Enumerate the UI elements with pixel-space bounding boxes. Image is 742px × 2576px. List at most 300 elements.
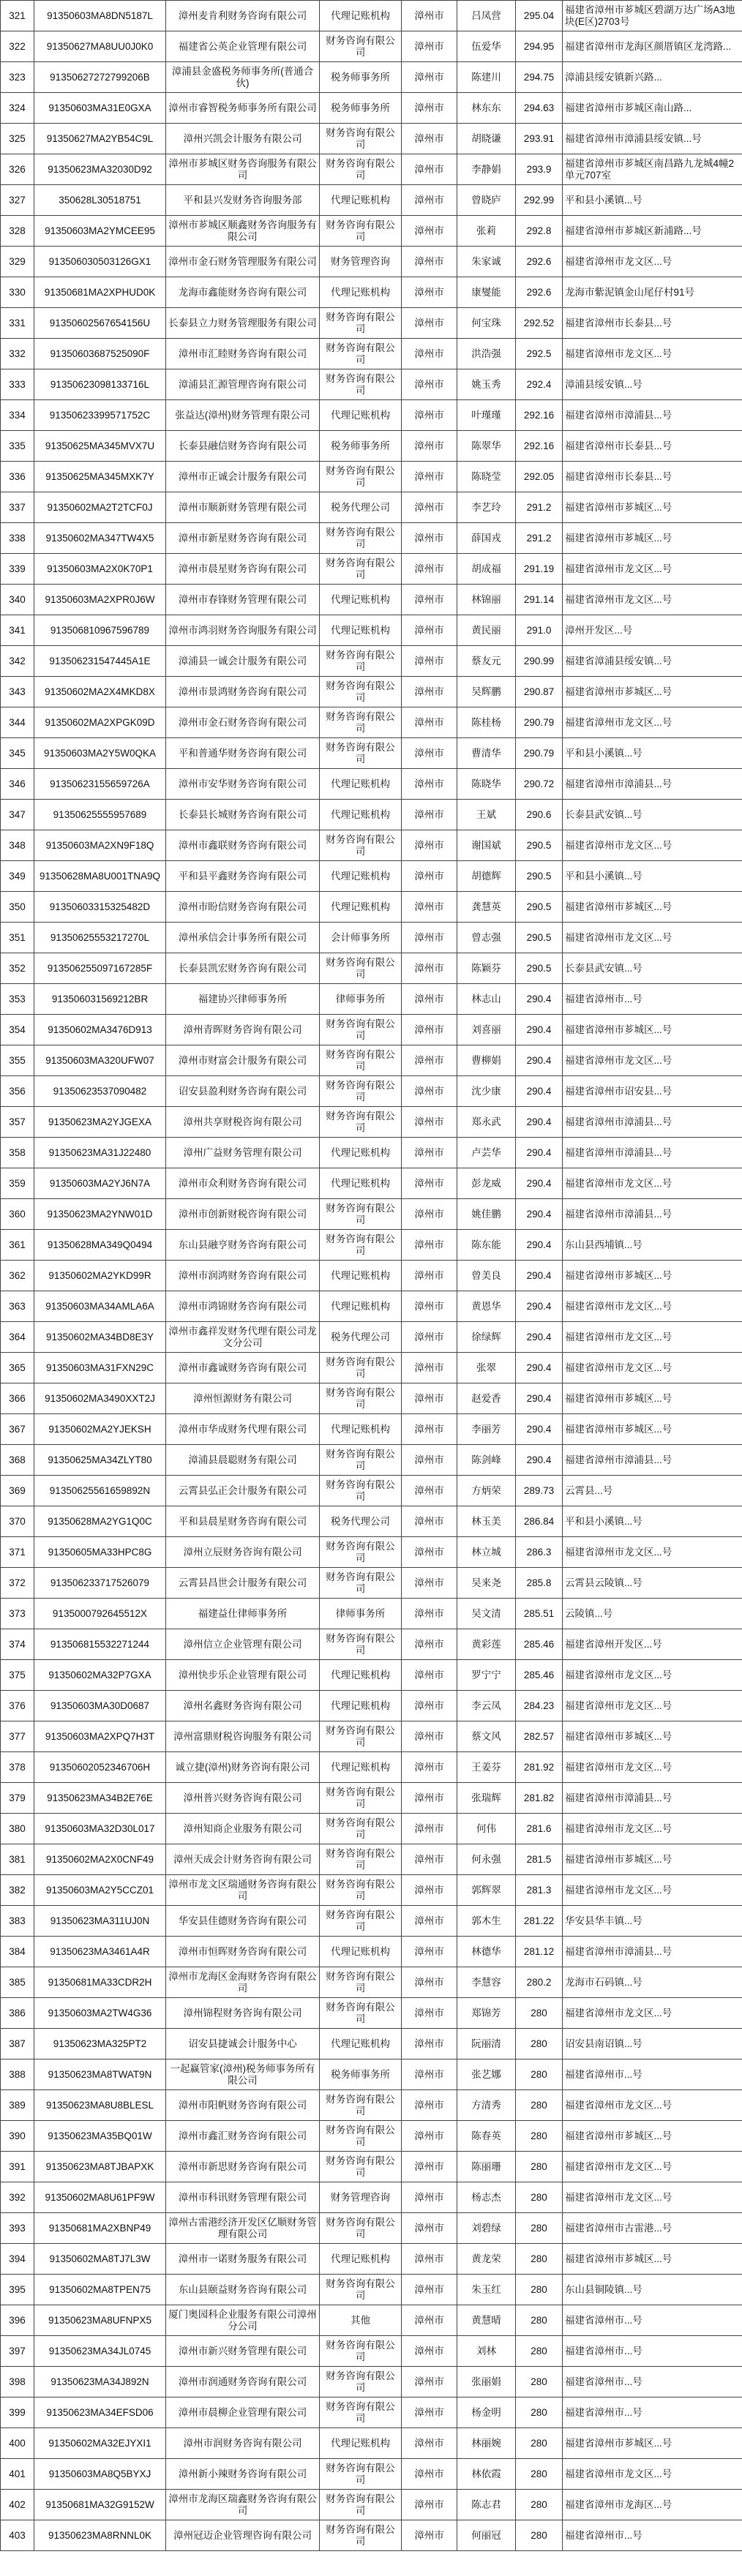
ranking-table-body	[1, 1, 742, 2551]
table-row	[1, 1168, 742, 1199]
org-type: 财务咨询有限公司	[320, 1537, 402, 1568]
table-row	[1, 2244, 742, 2275]
org-type: 财务咨询有限公司	[320, 1230, 402, 1261]
address: 福建省漳州市龙文区...号	[563, 1168, 742, 1199]
credit-code: 91350623MA8RNNL0K	[34, 2520, 166, 2551]
org-type: 财务咨询有限公司	[320, 1045, 402, 1076]
city: 漳州市	[402, 308, 457, 339]
table-row	[1, 554, 742, 585]
contact-name: 赵爱香	[457, 1383, 516, 1414]
row-index: 381	[1, 1844, 34, 1875]
city: 漳州市	[402, 1814, 457, 1844]
city: 漳州市	[402, 830, 457, 861]
row-index: 401	[1, 2459, 34, 2490]
row-index: 333	[1, 369, 34, 400]
company-name: 漳州市芗城区顺鑫财务咨询服务有限公司	[166, 216, 320, 247]
credit-code: 91350623MA35BQ01W	[34, 2121, 166, 2152]
row-index: 383	[1, 1906, 34, 1937]
score: 290.5	[516, 953, 563, 984]
score: 280	[516, 2336, 563, 2367]
city: 漳州市	[402, 707, 457, 738]
score: 291.19	[516, 554, 563, 585]
contact-name: 李慧容	[457, 1967, 516, 1998]
table-row	[1, 154, 742, 185]
credit-code: 91350602MA8TJ7L3W	[34, 2244, 166, 2275]
address: 福建省漳州市漳浦县绥安镇...号	[563, 124, 742, 154]
org-type: 财务咨询有限公司	[320, 369, 402, 400]
city: 漳州市	[402, 677, 457, 707]
city: 漳州市	[402, 1322, 457, 1353]
row-index: 352	[1, 953, 34, 984]
score: 284.23	[516, 1691, 563, 1721]
row-index: 360	[1, 1199, 34, 1230]
address: 福建省漳州市芗城区...号	[563, 1844, 742, 1875]
score: 292.05	[516, 462, 563, 492]
score: 292.4	[516, 369, 563, 400]
contact-name: 郭辉翠	[457, 1875, 516, 1906]
table-row	[1, 1844, 742, 1875]
credit-code: 91350625553217270L	[34, 923, 166, 953]
credit-code: 91350625MA345MVX7U	[34, 431, 166, 462]
table-row	[1, 1814, 742, 1844]
table-row	[1, 1230, 742, 1261]
city: 漳州市	[402, 892, 457, 923]
contact-name: 陈丽珊	[457, 2152, 516, 2182]
table-row	[1, 1383, 742, 1414]
org-type: 代理记账机构	[320, 1937, 402, 1967]
org-type: 财务咨询有限公司	[320, 2275, 402, 2305]
table-row	[1, 1138, 742, 1168]
city: 漳州市	[402, 1783, 457, 1814]
contact-name: 陈晓华	[457, 769, 516, 800]
org-type: 代理记账机构	[320, 277, 402, 308]
row-index: 361	[1, 1230, 34, 1261]
score: 280	[516, 2275, 563, 2305]
org-type: 税务代理公司	[320, 492, 402, 523]
city: 漳州市	[402, 400, 457, 431]
city: 漳州市	[402, 646, 457, 677]
score: 290.5	[516, 830, 563, 861]
table-row	[1, 1291, 742, 1322]
score: 280	[516, 2182, 563, 2213]
org-type: 财务咨询有限公司	[320, 1998, 402, 2029]
company-name: 漳浦县汇源管理咨询有限公司	[166, 369, 320, 400]
address: 福建省漳州市龙文区...号	[563, 1752, 742, 1783]
credit-code: 91350681MA2XPHUD0K	[34, 277, 166, 308]
credit-code: 91350603MA2YJ6N7A	[34, 1168, 166, 1199]
company-name: 漳州市润鸿财务咨询有限公司	[166, 1261, 320, 1291]
table-row	[1, 2275, 742, 2305]
org-type: 财务咨询有限公司	[320, 554, 402, 585]
table-row	[1, 1998, 742, 2029]
score: 280	[516, 2121, 563, 2152]
org-type: 代理记账机构	[320, 615, 402, 646]
table-row	[1, 861, 742, 892]
row-index: 389	[1, 2090, 34, 2121]
table-row	[1, 953, 742, 984]
org-type: 财务咨询有限公司	[320, 1967, 402, 1998]
table-row	[1, 1076, 742, 1107]
row-index: 353	[1, 984, 34, 1015]
address: 福建省漳州市龙文区...号	[563, 1691, 742, 1721]
credit-code: 91350623098133716L	[34, 369, 166, 400]
company-name: 漳州麦肯利财务咨询有限公司	[166, 1, 320, 31]
row-index: 336	[1, 462, 34, 492]
contact-name: 郭木生	[457, 1906, 516, 1937]
row-index: 345	[1, 738, 34, 769]
table-row	[1, 1107, 742, 1138]
score: 280	[516, 2244, 563, 2275]
score: 280	[516, 2520, 563, 2551]
org-type: 财务咨询有限公司	[320, 2397, 402, 2428]
city: 漳州市	[402, 216, 457, 247]
score: 290.4	[516, 1168, 563, 1199]
company-name: 云霄县昌世会计服务有限公司	[166, 1568, 320, 1599]
row-index: 363	[1, 1291, 34, 1322]
city: 漳州市	[402, 953, 457, 984]
org-type: 代理记账机构	[320, 1, 402, 31]
address: 漳州开发区...号	[563, 615, 742, 646]
company-name: 华安县佳德财务咨询有限公司	[166, 1906, 320, 1937]
credit-code: 91350623399571752C	[34, 400, 166, 431]
address: 东山县铜陵镇...号	[563, 2275, 742, 2305]
contact-name: 何宝珠	[457, 308, 516, 339]
address: 福建省漳州市龙文区...号	[563, 585, 742, 615]
score: 281.82	[516, 1783, 563, 1814]
city: 漳州市	[402, 1967, 457, 1998]
address: 福建省漳州市龙文区...号	[563, 2459, 742, 2490]
org-type: 代理记账机构	[320, 892, 402, 923]
city: 漳州市	[402, 93, 457, 124]
org-type: 财务咨询有限公司	[320, 2152, 402, 2182]
contact-name: 吴文清	[457, 1599, 516, 1629]
score: 289.73	[516, 1476, 563, 1506]
company-name: 漳州立辰财务咨询有限公司	[166, 1537, 320, 1568]
company-name: 漳州市安华财务咨询有限公司	[166, 769, 320, 800]
contact-name: 黄民丽	[457, 615, 516, 646]
credit-code: 91350602MA2XPGK09D	[34, 707, 166, 738]
address: 福建省漳州市...号	[563, 2367, 742, 2397]
address: 福建省漳浦县绥安镇...号	[563, 646, 742, 677]
score: 290.4	[516, 1383, 563, 1414]
city: 漳州市	[402, 185, 457, 216]
score: 280	[516, 2059, 563, 2090]
contact-name: 郑永武	[457, 1107, 516, 1138]
credit-code: 91350623MA3461A4R	[34, 1937, 166, 1967]
contact-name: 李艺玲	[457, 492, 516, 523]
company-name: 漳州知商企业服务有限公司	[166, 1814, 320, 1844]
table-row	[1, 1599, 742, 1629]
company-name: 云霄县弘正会计服务有限公司	[166, 1476, 320, 1506]
address: 云陵镇...号	[563, 1599, 742, 1629]
city: 漳州市	[402, 124, 457, 154]
table-row	[1, 1568, 742, 1599]
org-type: 律师事务所	[320, 984, 402, 1015]
address: 平和县小溪镇...号	[563, 861, 742, 892]
city: 漳州市	[402, 2090, 457, 2121]
address: 福建省漳州市龙海区颜厝镇区龙湾路...	[563, 31, 742, 62]
company-name: 东山县融亨财务咨询有限公司	[166, 1230, 320, 1261]
contact-name: 何永强	[457, 1844, 516, 1875]
contact-name: 陈春英	[457, 2121, 516, 2152]
address: 福建省漳州市龙文区...号	[563, 1291, 742, 1322]
company-name: 长泰县长城财务咨询有限公司	[166, 800, 320, 830]
company-name: 漳州共享财税咨询有限公司	[166, 1107, 320, 1138]
city: 漳州市	[402, 1138, 457, 1168]
city: 漳州市	[402, 2459, 457, 2490]
org-type: 代理记账机构	[320, 1138, 402, 1168]
city: 漳州市	[402, 431, 457, 462]
company-name: 漳州市龙海区金海财务咨询有限公司	[166, 1967, 320, 1998]
org-type: 代理记账机构	[320, 400, 402, 431]
city: 漳州市	[402, 154, 457, 185]
score: 292.52	[516, 308, 563, 339]
address: 福建省漳州市长泰县...号	[563, 431, 742, 462]
company-name: 诏安县盈利财务咨询有限公司	[166, 1076, 320, 1107]
company-name: 一起赢管家(漳州)税务师事务所有限公司	[166, 2059, 320, 2090]
table-row	[1, 2367, 742, 2397]
address: 福建省漳州市古雷港...号	[563, 2213, 742, 2244]
row-index: 403	[1, 2520, 34, 2551]
score: 294.75	[516, 62, 563, 93]
org-type: 财务咨询有限公司	[320, 738, 402, 769]
table-row	[1, 2213, 742, 2244]
contact-name: 伍爱华	[457, 31, 516, 62]
company-name: 漳州市阳帆财务咨询有限公司	[166, 2090, 320, 2121]
contact-name: 李静娟	[457, 154, 516, 185]
address: 福建省漳州市芗城区...号	[563, 1261, 742, 1291]
credit-code: 913506030503126GX1	[34, 247, 166, 277]
org-type: 财务咨询有限公司	[320, 462, 402, 492]
contact-name: 朱玉红	[457, 2275, 516, 2305]
table-row	[1, 677, 742, 707]
contact-name: 张翠	[457, 1353, 516, 1383]
org-type: 财务管理咨询	[320, 247, 402, 277]
row-index: 350	[1, 892, 34, 923]
org-type: 财务咨询有限公司	[320, 154, 402, 185]
org-type: 财务咨询有限公司	[320, 2336, 402, 2367]
score: 290.4	[516, 1107, 563, 1138]
contact-name: 郑锦芳	[457, 1998, 516, 2029]
company-name: 漳州市睿智税务师事务所有限公司	[166, 93, 320, 124]
city: 漳州市	[402, 2121, 457, 2152]
credit-code: 91350623MA325PT2	[34, 2029, 166, 2059]
contact-name: 王斌	[457, 800, 516, 830]
company-name: 长泰县凯宏财务咨询有限公司	[166, 953, 320, 984]
city: 漳州市	[402, 1261, 457, 1291]
row-index: 376	[1, 1691, 34, 1721]
credit-code: 91350628MA2YG1Q0C	[34, 1506, 166, 1537]
score: 290.5	[516, 923, 563, 953]
score: 292.99	[516, 185, 563, 216]
table-row	[1, 31, 742, 62]
city: 漳州市	[402, 2520, 457, 2551]
contact-name: 彭龙威	[457, 1168, 516, 1199]
table-row	[1, 707, 742, 738]
city: 漳州市	[402, 1107, 457, 1138]
table-row	[1, 1199, 742, 1230]
row-index: 396	[1, 2305, 34, 2336]
org-type: 代理记账机构	[320, 1261, 402, 1291]
org-type: 代理记账机构	[320, 1414, 402, 1445]
row-index: 340	[1, 585, 34, 615]
company-name: 漳州市芗城区财务咨询服务有限公司	[166, 154, 320, 185]
address: 福建省漳州市龙文区...号	[563, 2152, 742, 2182]
score: 280	[516, 1998, 563, 2029]
contact-name: 龚慧英	[457, 892, 516, 923]
org-type: 代理记账机构	[320, 1660, 402, 1691]
address: 福建省漳州市龙文区...号	[563, 1814, 742, 1844]
credit-code: 350628L30518751	[34, 185, 166, 216]
table-row	[1, 1937, 742, 1967]
score: 291.14	[516, 585, 563, 615]
company-name: 平和县平鑫财务咨询有限公司	[166, 861, 320, 892]
credit-code: 91350623MA8UFNPX5	[34, 2305, 166, 2336]
org-type: 财务咨询有限公司	[320, 31, 402, 62]
city: 漳州市	[402, 492, 457, 523]
address: 漳浦县绥安镇新兴路...	[563, 62, 742, 93]
table-row	[1, 216, 742, 247]
row-index: 342	[1, 646, 34, 677]
org-type: 税务师事务所	[320, 431, 402, 462]
score: 285.51	[516, 1599, 563, 1629]
row-index: 332	[1, 339, 34, 369]
score: 281.92	[516, 1752, 563, 1783]
company-name: 漳州市新思财务咨询有限公司	[166, 2152, 320, 2182]
contact-name: 陈晓莹	[457, 462, 516, 492]
org-type: 财务咨询有限公司	[320, 677, 402, 707]
score: 280	[516, 2305, 563, 2336]
row-index: 371	[1, 1537, 34, 1568]
contact-name: 方清秀	[457, 2090, 516, 2121]
score: 290.6	[516, 800, 563, 830]
city: 漳州市	[402, 2244, 457, 2275]
credit-code: 913506233717526079	[34, 1568, 166, 1599]
org-type: 财务咨询有限公司	[320, 1076, 402, 1107]
address: 福建省漳州市芗城区...号	[563, 492, 742, 523]
contact-name: 吴来尧	[457, 1568, 516, 1599]
row-index: 346	[1, 769, 34, 800]
company-name: 漳州快步乐企业管理有限公司	[166, 1660, 320, 1691]
company-name: 漳州市新兴财务管理有限公司	[166, 2336, 320, 2367]
contact-name: 洪浩强	[457, 339, 516, 369]
score: 281.22	[516, 1906, 563, 1937]
credit-code: 91350602MA8U61PF9W	[34, 2182, 166, 2213]
contact-name: 叶瑾瑾	[457, 400, 516, 431]
table-row	[1, 1445, 742, 1476]
row-index: 339	[1, 554, 34, 585]
address: 福建省漳州市芗城区...号	[563, 892, 742, 923]
score: 285.46	[516, 1660, 563, 1691]
company-name: 漳州名鑫财务咨询有限公司	[166, 1691, 320, 1721]
company-name: 长泰县融信财务咨询有限公司	[166, 431, 320, 462]
row-index: 348	[1, 830, 34, 861]
company-name: 诚立捷(漳州)财务咨询有限公司	[166, 1752, 320, 1783]
address: 福建省漳州市龙文区...号	[563, 339, 742, 369]
address: 福建省漳州市芗城区新浦路...号	[563, 216, 742, 247]
credit-code: 91350681MA32G9152W	[34, 2490, 166, 2520]
credit-code: 91350602MA2X0CNF49	[34, 1844, 166, 1875]
table-row	[1, 585, 742, 615]
contact-name: 方炳荣	[457, 1476, 516, 1506]
credit-code: 9135000792645512X	[34, 1599, 166, 1629]
score: 290.4	[516, 1445, 563, 1476]
company-name: 漳州市恒晖财务咨询有限公司	[166, 1937, 320, 1967]
score: 282.57	[516, 1721, 563, 1752]
table-row	[1, 2029, 742, 2059]
address: 福建省漳州市漳浦县...号	[563, 400, 742, 431]
contact-name: 张瑞辉	[457, 1783, 516, 1814]
score: 291.2	[516, 523, 563, 554]
credit-code: 91350623MA34B2E76E	[34, 1783, 166, 1814]
city: 漳州市	[402, 369, 457, 400]
credit-code: 91350625MA345MXK7Y	[34, 462, 166, 492]
credit-code: 91350623MA2YNW01D	[34, 1199, 166, 1230]
credit-code: 913506031569212BR	[34, 984, 166, 1015]
address: 福建省漳州市...号	[563, 2520, 742, 2551]
credit-code: 91350603MA31FXN29C	[34, 1353, 166, 1383]
company-name: 长泰县立力财务管理服务有限公司	[166, 308, 320, 339]
company-name: 漳州市景鸿财务咨询有限公司	[166, 677, 320, 707]
org-type: 财务咨询有限公司	[320, 523, 402, 554]
address: 福建省漳州市...号	[563, 984, 742, 1015]
city: 漳州市	[402, 1937, 457, 1967]
company-name: 平和普通华财务咨询有限公司	[166, 738, 320, 769]
contact-name: 刘林	[457, 2336, 516, 2367]
score: 290.72	[516, 769, 563, 800]
address: 华安县华丰镇...号	[563, 1906, 742, 1937]
org-type: 财务咨询有限公司	[320, 2121, 402, 2152]
company-name: 漳州新小辣财务咨询有限公司	[166, 2459, 320, 2490]
city: 漳州市	[402, 2397, 457, 2428]
row-index: 399	[1, 2397, 34, 2428]
org-type: 财务咨询有限公司	[320, 2367, 402, 2397]
contact-name: 曾志强	[457, 923, 516, 953]
contact-name: 陈桂杨	[457, 707, 516, 738]
contact-name: 姚玉秀	[457, 369, 516, 400]
table-row	[1, 2305, 742, 2336]
city: 漳州市	[402, 984, 457, 1015]
contact-name: 何伟	[457, 1814, 516, 1844]
org-type: 财务咨询有限公司	[320, 953, 402, 984]
credit-code: 91350625561659892N	[34, 1476, 166, 1506]
credit-code: 91350623MA311UJ0N	[34, 1906, 166, 1937]
city: 漳州市	[402, 1506, 457, 1537]
address: 福建省漳州市漳浦县...号	[563, 769, 742, 800]
score: 285.46	[516, 1629, 563, 1660]
company-name: 诏安县捷诚会计服务中心	[166, 2029, 320, 2059]
score: 291.2	[516, 492, 563, 523]
city: 漳州市	[402, 1568, 457, 1599]
score: 290.5	[516, 861, 563, 892]
address: 福建省漳州市龙文区...号	[563, 1322, 742, 1353]
score: 293.9	[516, 154, 563, 185]
row-index: 364	[1, 1322, 34, 1353]
score: 280	[516, 2397, 563, 2428]
credit-code: 91350623MA34J892N	[34, 2367, 166, 2397]
city: 漳州市	[402, 247, 457, 277]
credit-code: 91350602567654156U	[34, 308, 166, 339]
score: 290.4	[516, 1138, 563, 1168]
score: 281.12	[516, 1937, 563, 1967]
row-index: 377	[1, 1721, 34, 1752]
contact-name: 刘喜丽	[457, 1015, 516, 1045]
org-type: 代理记账机构	[320, 585, 402, 615]
city: 漳州市	[402, 2059, 457, 2090]
company-name: 漳州市财富会计服务有限公司	[166, 1045, 320, 1076]
company-name: 漳州信立企业管理有限公司	[166, 1629, 320, 1660]
row-index: 326	[1, 154, 34, 185]
